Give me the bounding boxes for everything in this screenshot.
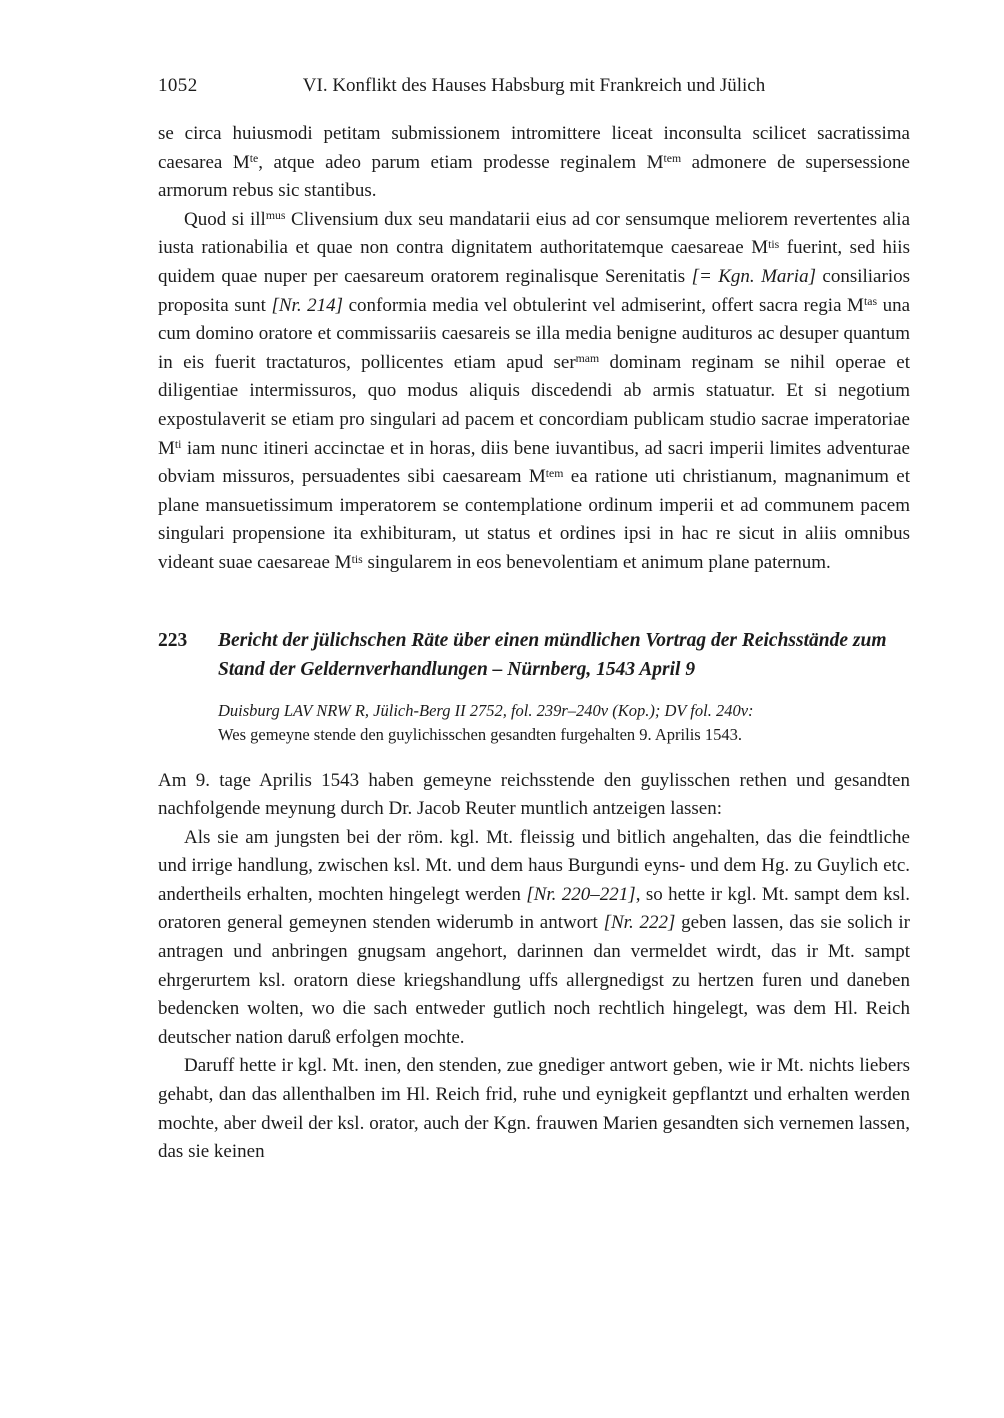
source-note bbox=[158, 699, 910, 747]
page-header bbox=[158, 74, 910, 98]
paragraph: Quod si ill$^{mus}$ Clivensium dux seu mandatarii eius ad cor sensumque meliorem revertentes alia iusta rationabilia et quae non contra dignitatem authoritatemque caesareae $M^{tis}$ fuerint, sed hiis quidem quae nuper per caesareum oratorem reginalisque Serenitatis [= Kgn. Maria] consiliarios proposita sunt [Nr. 214] conformia media vel obtulerint vel admiserint, offert sacra regia $M^{tas}$ una cum domino oratore et commissariis caesareis se illa media benigne audituros ac desuper quantum in eis fuerit tractaturos, pollicentes etiam apud ser$^{mam}$ dominam reginam se nihil operae et diligentiae intermissuros, quo modus aliquis discedendi ab armis statuatur. Et si negotium expostulaverit se etiam pro singulari ad pacem et concordiam publicam studio sacrae imperatoriae $M^{ti}$ iam nunc itineri accinctae et in horas, diis bene iuvantibus, ad sacri imperii limites adventurae obviam missuros, persuadentes sibi caesaream $M^{tem}$ ea ratione uti christianum, magnanimum et plane mansuetissimum imperatorem se contemplatione ordinum imperii et ad communem pacem singulari propensione ita exhibituram, ut status et ordines ipsi in hac re sicut in aliis omnibus videant suae caesareae $M^{tis}$ singularem in eos benevolentiam et animum plane paternum. bbox=[158, 208, 911, 573]
source-reference: Duisburg LAV NRW R, Jülich-Berg II 2752, fol. 239r–240v (Kop.); DV fol. 240v: bbox=[218, 700, 754, 720]
dorsal-note: Wes gemeyne stende den guylichisschen gesandten furgehalten 9. Aprilis 1543. bbox=[218, 724, 742, 744]
document-number: 223 bbox=[158, 629, 188, 651]
paragraph: Daruff hette ir kgl. Mt. inen, den stenden, zue gnediger antwort geben, wie ir Mt. nichts liebers gehabt, dan das allenthalben im Hl. Reich frid, ruhe und eynigkeit gepflantzt und erhalten werden mochte, aber dweil der ksl. orator, auch der Kgn. frauwen Marien gesandten sich vernemen lassen, das sie keinen bbox=[158, 1055, 910, 1163]
document-title: Bericht der jülichschen Räte über einen mündlichen Vortrag der Reichsstände zum Stand der Geldernverhandlungen – Nürnberg, 1543 April 9 bbox=[218, 629, 887, 680]
running-head: VI. Konflikt des Hauses Habsburg mit Frankreich und Jülich bbox=[302, 75, 766, 96]
latin-text-block bbox=[158, 120, 910, 578]
paragraph: se circa huiusmodi petitam submissionem intromittere liceat inconsulta scilicet sacratissima caesarea $M^{te}$, atque adeo parum etiam prodesse reginalem $M^{tem}$ admonere de supersessione armorum rebus sic stantibus. bbox=[158, 123, 910, 202]
paragraph: Als sie am jungsten bei der röm. kgl. Mt. fleissig und bitlich angehalten, das die feindtliche und irrige handlung, zwischen ksl. Mt. und dem haus Burgundi eyns- und dem Hg. zu Guylich etc. andertheils erhalten, mochten hingelegt werden [Nr. 220–221], so hette ir kgl. Mt. sampt dem ksl. oratoren general gemeynen stenden widerumb in antwort [Nr. 222] geben lassen, das sie solich ir antragen und anbringen gnugsam angehort, darinnen dan vermeldet wirdt, das ir Mt. sampt ehrgerurtem ksl. oratorn diese kriegshandlung uffs allergnedigst zu hertzen furen und daneben bedencken wolten, wo die sach entweder gutlich noch rechtlich hingelegt, was dem Hl. Reich deutscher nation daruß erfolgen mochte. bbox=[158, 826, 910, 1048]
german-text-block bbox=[158, 767, 910, 1167]
document-heading bbox=[158, 626, 910, 684]
page-number: 1052 bbox=[158, 75, 198, 96]
document-section bbox=[158, 626, 910, 1167]
paragraph: Am 9. tage Aprilis 1543 haben gemeyne reichsstende den guylisschen rethen und gesandten nachfolgende meynung durch Dr. Jacob Reuter muntlich antzeigen lassen: bbox=[158, 769, 910, 820]
